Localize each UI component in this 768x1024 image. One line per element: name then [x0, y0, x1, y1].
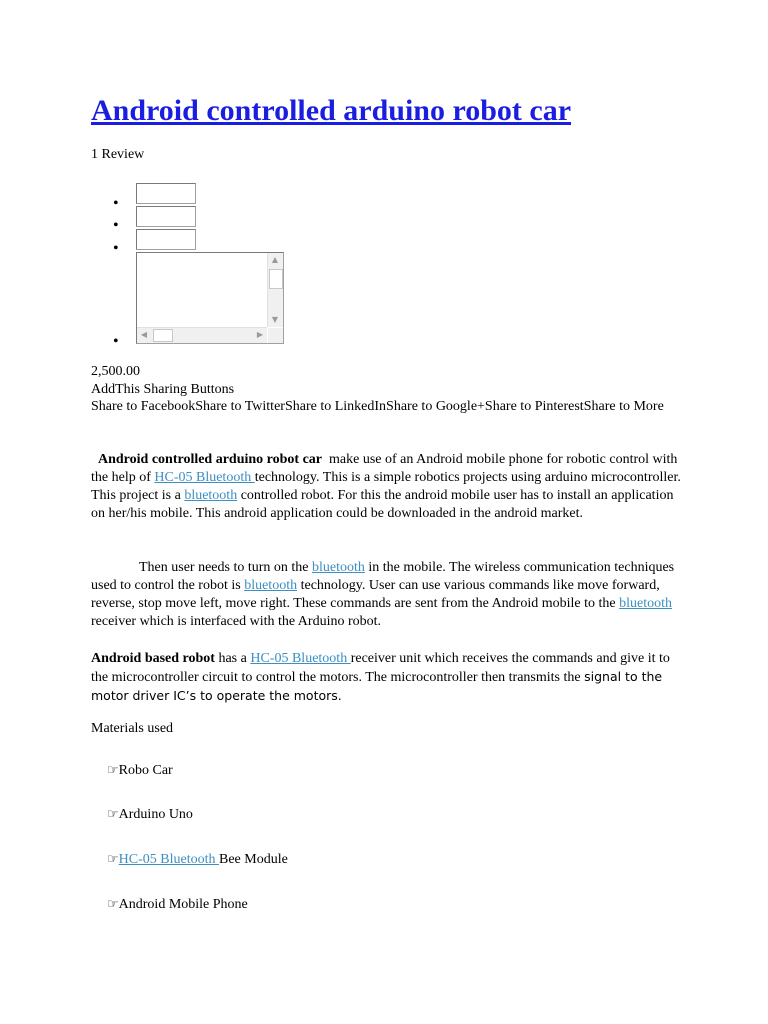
- share-linkedin-link[interactable]: Share to LinkedIn: [284, 399, 387, 414]
- scroll-left-icon[interactable]: ◀: [137, 328, 151, 342]
- bullet-dot: •: [113, 240, 119, 257]
- review-count[interactable]: 1 Review: [91, 147, 145, 162]
- bluetooth-link[interactable]: bluetooth: [312, 560, 365, 575]
- material-label: Arduino Uno: [118, 807, 193, 822]
- paragraph-text: in the mobile. The wireless communication techniques used to control the robot is: [91, 560, 675, 593]
- paragraph-text: has a: [214, 651, 251, 666]
- text-input-1[interactable]: [136, 183, 196, 204]
- paragraph-text: make use of an Android mobile phone for robotic control with the help of: [91, 452, 678, 485]
- robot-paragraph: [91, 650, 687, 706]
- materials-heading: Materials used: [91, 721, 174, 736]
- page-title[interactable]: Android controlled arduino robot car: [91, 94, 572, 127]
- paragraph-text: signal to the motor driver IC’s to operate the motors.: [91, 669, 663, 703]
- paragraph-text: Then user needs to turn on the: [139, 560, 313, 575]
- pointing-hand-icon: ☞: [107, 897, 119, 912]
- vertical-scrollbar[interactable]: [267, 253, 283, 327]
- material-label: Robo Car: [118, 763, 173, 778]
- share-facebook-link[interactable]: Share to Facebook: [91, 399, 196, 414]
- pointing-hand-icon: ☞: [107, 763, 119, 778]
- bullet-dot: •: [113, 195, 119, 212]
- share-buttons: [91, 398, 691, 416]
- hc05-bluetooth-link[interactable]: HC-05 Bluetooth: [250, 651, 351, 666]
- material-label: Android Mobile Phone: [118, 897, 248, 912]
- material-label: Bee Module: [219, 852, 288, 867]
- paragraph-text: technology. This is a simple robotics projects using arduino microcontroller. This project is a: [91, 470, 681, 503]
- pointing-hand-icon: ☞: [107, 852, 119, 867]
- share-more-link[interactable]: Share to More: [583, 399, 664, 414]
- paragraph-text: technology. User can use various commands like move forward, reverse, stop move left, move right. These commands are sent from the Android mobile to the: [91, 578, 660, 611]
- material-item: [107, 851, 288, 869]
- scroll-thumb[interactable]: [153, 329, 173, 342]
- product-name: Android controlled arduino robot car: [98, 452, 323, 467]
- paragraph-text: receiver which is interfaced with the Arduino robot.: [91, 614, 382, 629]
- bluetooth-link[interactable]: bluetooth: [244, 578, 298, 593]
- horizontal-scrollbar[interactable]: [137, 327, 267, 343]
- bluetooth-link[interactable]: bluetooth: [619, 596, 673, 611]
- bullet-dot: •: [113, 217, 119, 234]
- text-input-3[interactable]: [136, 229, 196, 250]
- textarea-field[interactable]: [136, 252, 284, 344]
- hc05-bluetooth-link[interactable]: HC-05 Bluetooth: [118, 852, 219, 867]
- material-item: [107, 806, 193, 824]
- material-item: [107, 762, 173, 780]
- scroll-down-icon[interactable]: ▼: [268, 313, 282, 327]
- material-item: [107, 896, 248, 914]
- scroll-up-icon[interactable]: ▲: [268, 253, 282, 267]
- price: 2,500.00: [91, 364, 140, 379]
- hc05-bluetooth-link[interactable]: HC-05 Bluetooth: [154, 470, 255, 485]
- paragraph-text: receiver unit which receives the commands and give it to the microcontroller circuit to control the motors. The microcontroller then transmits the: [91, 651, 670, 685]
- scroll-thumb[interactable]: [269, 269, 283, 289]
- bold-term: Android based robot: [91, 651, 215, 666]
- paragraph-text: controlled robot. For this the android mobile user has to install an application on her/his mobile. This android application could be downloaded in the android market.: [91, 488, 674, 521]
- usage-paragraph: [91, 559, 687, 631]
- text-input-2[interactable]: [136, 206, 196, 227]
- scroll-corner: [268, 328, 283, 343]
- intro-paragraph: [91, 451, 687, 523]
- bluetooth-link[interactable]: bluetooth: [184, 488, 238, 503]
- scroll-right-icon[interactable]: ▶: [253, 328, 267, 342]
- pointing-hand-icon: ☞: [107, 807, 119, 822]
- share-twitter-link[interactable]: Share to Twitter: [195, 399, 285, 414]
- share-googleplus-link[interactable]: Share to Google+: [386, 399, 485, 414]
- share-pinterest-link[interactable]: Share to Pinterest: [484, 399, 584, 414]
- bullet-dot: •: [113, 333, 119, 350]
- addthis-label: AddThis Sharing Buttons: [91, 382, 235, 397]
